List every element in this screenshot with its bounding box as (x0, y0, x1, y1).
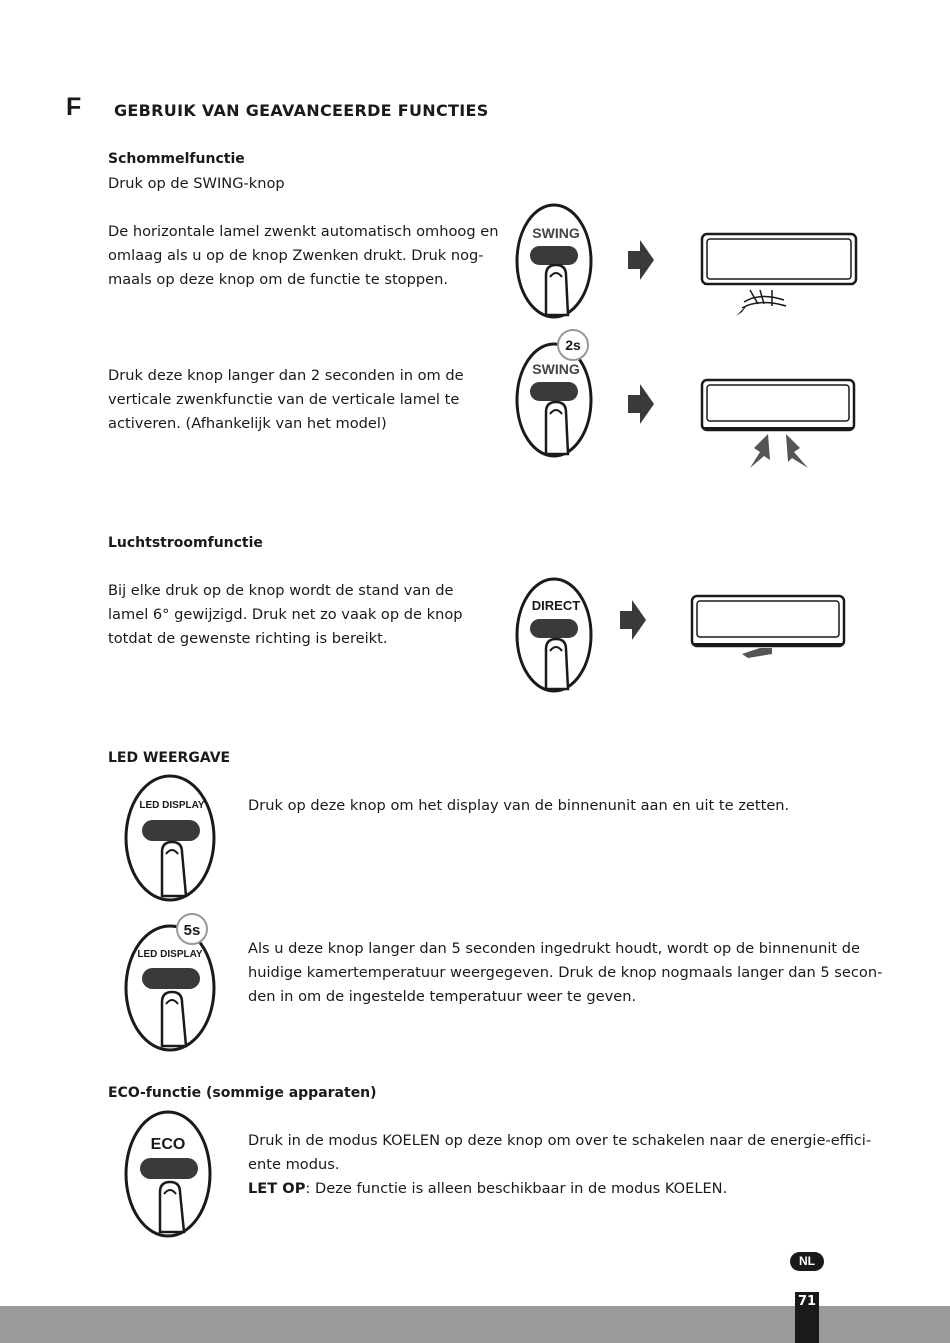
text-line: omlaag als u op de knop Zwenken drukt. Druk nog- (108, 247, 484, 264)
airflow-paragraph (108, 579, 463, 651)
led-paragraph-1: Druk op deze knop om het display van de binnenunit aan en uit te zetten. (248, 797, 790, 814)
swing-button-label: SWING (532, 225, 580, 241)
text-line: ente modus. (248, 1156, 340, 1173)
led-paragraph-2 (248, 937, 882, 1009)
led-display-button (142, 820, 200, 841)
text-line: Druk deze knop langer dan 2 seconden in om de (108, 367, 464, 384)
direct-button-illustration (512, 575, 598, 695)
swing-intro: Druk op de SWING-knop (108, 175, 285, 192)
text-line: verticale zwenkfunctie van de verticale lamel te (108, 391, 460, 408)
eco-heading: ECO-functie (sommige apparaten) (108, 1085, 377, 1101)
text-line: den in om de ingestelde temperatuur weer te geven. (248, 988, 637, 1005)
text-line: huidige kamertemperatuur weergegeven. Druk de knop nogmaals langer dan 5 secon- (248, 964, 883, 981)
indoor-unit-vertical-swing-illustration (698, 376, 860, 476)
hold-timer-text: 5s (183, 922, 201, 939)
text-line: activeren. (Afhankelijk van het model) (108, 415, 387, 432)
text-line: totdat de gewenste richting is bereikt. (108, 630, 388, 647)
right-arrow-icon (626, 238, 656, 282)
indoor-unit-airflow-illustration (688, 592, 848, 662)
eco-button-label: ECO (150, 1136, 186, 1153)
eco-paragraph (248, 1129, 871, 1201)
eco-note (248, 1177, 871, 1201)
direct-button-label: DIRECT (531, 598, 581, 613)
eco-button (140, 1158, 198, 1179)
text-line: Druk in de modus KOELEN op deze knop om over te schakelen naar de energie-effici- (248, 1132, 872, 1149)
swing-button (530, 246, 578, 265)
direct-button (530, 619, 578, 638)
indoor-unit-horizontal-swing-illustration (698, 230, 860, 322)
right-arrow-icon (626, 382, 656, 426)
airflow-heading: Luchtstroomfunctie (108, 535, 263, 551)
eco-note-text: : Deze functie is alleen beschikbaar in de modus KOELEN. (305, 1180, 728, 1197)
hold-timer-text: 2s (565, 337, 581, 353)
led-display-button-illustration (122, 772, 220, 902)
led-display-hold-button-illustration (122, 912, 220, 1052)
text-line: lamel 6° gewijzigd. Druk net zo vaak op de knop (108, 606, 463, 623)
language-badge: NL (790, 1252, 824, 1271)
text-line: Bij elke druk op de knop wordt de stand van de (108, 582, 454, 599)
led-heading: LED WEERGAVE (108, 750, 231, 766)
section-title: GEBRUIK VAN GEAVANCEERDE FUNCTIES (114, 101, 489, 120)
swing-button (530, 382, 578, 401)
swing-heading: Schommelfunctie (108, 151, 245, 167)
eco-note-label: LET OP (248, 1180, 306, 1197)
section-letter: F (66, 93, 82, 121)
text-line: maals op deze knop om de functie te stoppen. (108, 271, 448, 288)
led-button-label: LED DISPLAY (139, 800, 205, 811)
text-line: De horizontale lamel zwenkt automatisch omhoog en (108, 223, 499, 240)
page-number: 71 (797, 1294, 817, 1309)
swing-button-label: SWING (532, 361, 580, 377)
swing-hold-button-illustration (512, 328, 598, 458)
swing-button-illustration (512, 203, 598, 321)
eco-button-illustration (122, 1108, 216, 1238)
right-arrow-icon (618, 598, 648, 642)
led-display-button (142, 968, 200, 989)
swing-paragraph-1 (108, 220, 498, 292)
swing-paragraph-2 (108, 364, 464, 436)
led-button-label: LED DISPLAY (137, 949, 203, 960)
text-line: Als u deze knop langer dan 5 seconden ingedrukt houdt, wordt op de binnenunit de (248, 940, 860, 957)
